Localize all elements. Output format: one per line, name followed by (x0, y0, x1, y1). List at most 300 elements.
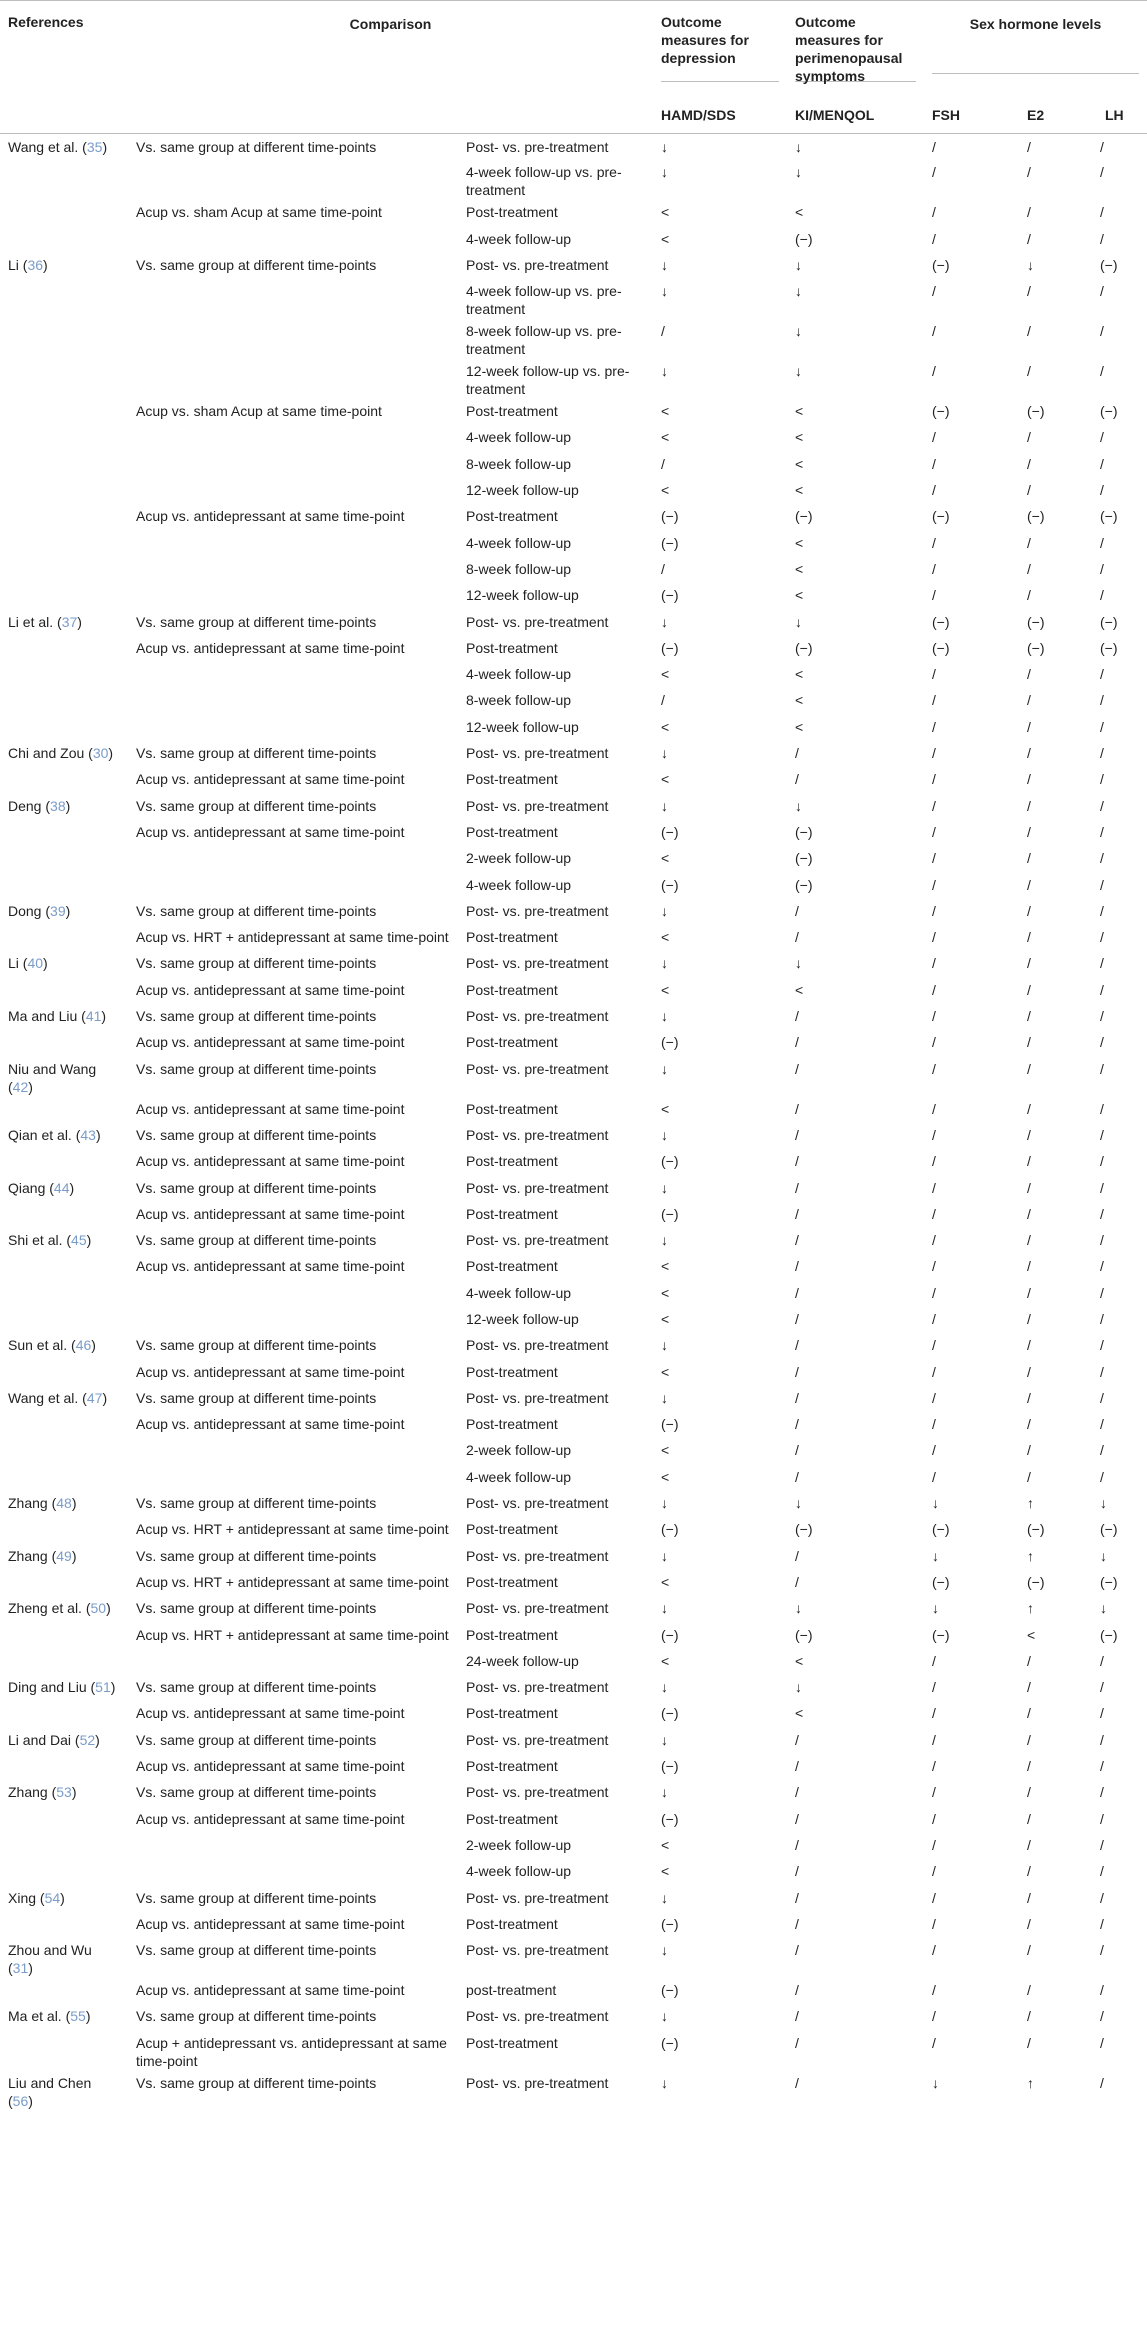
comparison-cell: Vs. same group at different time-points (136, 1179, 377, 1196)
reference-author: Li et al. ( (8, 613, 62, 630)
reference-author: Qiang ( (8, 1179, 54, 1196)
reference-author: Li and Dai ( (8, 1731, 80, 1748)
comparison-cell: Vs. same group at different time-points (136, 797, 377, 814)
comparison-cell (128, 358, 458, 398)
hamd-sds-cell: < (661, 666, 670, 683)
table-row (0, 1464, 1147, 1490)
hamd-sds-cell: ↓ (661, 902, 668, 919)
timepoint-cell: Post- vs. pre-treatment (466, 1679, 609, 1696)
reference-close-paren: ) (28, 2092, 33, 2109)
lh-cell: / (1100, 2034, 1104, 2051)
table-row (0, 2070, 1147, 2110)
hamd-sds-cell: ↓ (661, 138, 668, 155)
ki-menqol-cell: ↓ (795, 1679, 802, 1696)
reference-cell (0, 1806, 128, 1832)
reference-cell (0, 1029, 128, 1055)
hamd-sds-cell: ↓ (661, 1600, 668, 1617)
fsh-cell: ↓ (932, 1547, 939, 1564)
ki-menqol-cell: / (795, 1205, 799, 1222)
hamd-sds-cell: < (661, 1652, 670, 1669)
hamd-sds-cell: < (661, 771, 670, 788)
lh-cell: / (1100, 666, 1104, 683)
ki-menqol-cell: / (795, 1889, 799, 1906)
ki-menqol-cell: (−) (795, 1521, 813, 1538)
reference-author: Wang et al. ( (8, 138, 87, 155)
reference-number-link[interactable]: 46 (75, 1337, 92, 1354)
table-row (0, 1622, 1147, 1648)
e2-cell: / (1027, 1836, 1031, 1853)
timepoint-cell: Post-treatment (466, 929, 558, 946)
ki-menqol-cell: / (795, 902, 799, 919)
hamd-sds-cell: ↓ (661, 613, 668, 630)
comparison-cell (128, 661, 458, 687)
timepoint-cell: Post- vs. pre-treatment (466, 1600, 609, 1617)
reference-author: Dong ( (8, 902, 51, 919)
fsh-cell: / (932, 1442, 936, 1459)
hamd-sds-cell: (−) (661, 639, 679, 656)
reference-number-link[interactable]: 38 (50, 797, 66, 814)
ki-menqol-cell: < (795, 1652, 804, 1669)
comparison-cell: Vs. same group at different time-points (136, 745, 377, 762)
comparison-cell: Vs. same group at different time-points (136, 613, 377, 630)
table-row (0, 1858, 1147, 1884)
ki-menqol-cell: < (795, 204, 804, 221)
table-row (0, 2030, 1147, 2070)
timepoint-cell: Post- vs. pre-treatment (466, 1547, 609, 1564)
fsh-cell: / (932, 1008, 936, 1025)
fsh-cell: (−) (932, 639, 950, 656)
table-row (0, 609, 1147, 635)
timepoint-cell: 12-week follow-up (466, 1310, 579, 1327)
reference-cell (0, 477, 128, 503)
e2-cell: / (1027, 1889, 1031, 1906)
table-row (0, 318, 1147, 358)
table-row (0, 687, 1147, 713)
hamd-sds-cell: / (661, 323, 665, 340)
reference-number-link[interactable]: 36 (27, 256, 44, 273)
table-row (0, 1779, 1147, 1805)
table-row (0, 199, 1147, 225)
reference-close-paren: ) (106, 1600, 111, 1617)
comparison-cell (128, 1858, 458, 1884)
lh-cell: / (1100, 455, 1104, 472)
fsh-cell: / (932, 1100, 936, 1117)
lh-cell: / (1100, 1836, 1104, 1853)
ki-menqol-cell: / (795, 1179, 799, 1196)
comparison-cell: Acup vs. antidepressant at same time-point (136, 1915, 405, 1932)
lh-cell: / (1100, 1889, 1104, 1906)
ki-menqol-cell: < (795, 718, 804, 735)
comparison-cell: Vs. same group at different time-points (136, 902, 377, 919)
reference-number-link[interactable]: 45 (71, 1232, 87, 1249)
e2-cell: (−) (1027, 508, 1045, 525)
fsh-cell: ↓ (932, 1495, 939, 1512)
table-row (0, 819, 1147, 845)
fsh-cell: / (932, 1836, 936, 1853)
hamd-sds-cell: < (661, 403, 670, 420)
comparison-cell: Vs. same group at different time-points (136, 955, 377, 972)
e2-cell: / (1027, 323, 1031, 340)
timepoint-cell: Post- vs. pre-treatment (466, 1731, 609, 1748)
e2-cell: / (1027, 482, 1031, 499)
hamd-sds-cell: / (661, 455, 665, 472)
ki-menqol-cell: / (795, 1363, 799, 1380)
reference-number-link[interactable]: 55 (70, 2008, 86, 2025)
fsh-cell: / (932, 1679, 936, 1696)
comparison-cell: Acup vs. HRT + antidepressant at same time-point (136, 929, 449, 946)
lh-cell: / (1100, 718, 1104, 735)
fsh-cell: / (932, 164, 936, 181)
reference-number-link[interactable]: 31 (12, 1960, 29, 1977)
fsh-cell: / (932, 230, 936, 247)
fsh-cell: / (932, 1284, 936, 1301)
header-fsh: FSH (924, 97, 1019, 134)
table-row (0, 1306, 1147, 1332)
lh-cell: (−) (1100, 403, 1118, 420)
reference-close-paren: ) (71, 1495, 77, 1512)
lh-cell: / (1100, 1915, 1104, 1932)
hamd-sds-cell: < (661, 1258, 670, 1275)
reference-cell (0, 530, 128, 556)
fsh-cell: / (932, 2034, 936, 2051)
hamd-sds-cell: ↓ (661, 1232, 668, 1249)
e2-cell: (−) (1027, 403, 1045, 420)
hamd-sds-cell: ↓ (661, 1889, 668, 1906)
reference-number-link[interactable]: 51 (95, 1679, 111, 1696)
ki-menqol-cell: / (795, 1416, 799, 1433)
reference-close-paren: ) (91, 1337, 96, 1354)
timepoint-cell: 4-week follow-up (466, 1284, 572, 1301)
comparison-cell: Vs. same group at different time-points (136, 256, 377, 273)
e2-cell: / (1027, 1100, 1031, 1117)
comparison-cell: Vs. same group at different time-points (136, 1008, 377, 1025)
comparison-cell: Acup vs. antidepressant at same time-point (136, 508, 405, 525)
reference-number-link[interactable]: 41 (85, 1008, 102, 1025)
reference-number-link[interactable]: 40 (27, 955, 44, 972)
e2-cell: / (1027, 1060, 1031, 1077)
table-row (0, 635, 1147, 661)
ki-menqol-cell: ↓ (795, 256, 802, 273)
reference-number-link[interactable]: 48 (56, 1495, 72, 1512)
fsh-cell: / (932, 1982, 936, 1999)
reference-number-link[interactable]: 49 (56, 1547, 72, 1564)
hamd-sds-cell: (−) (661, 823, 679, 840)
reference-number-link[interactable]: 35 (86, 138, 103, 155)
ki-menqol-cell: / (795, 2008, 799, 2025)
ki-menqol-cell: < (795, 455, 804, 472)
reference-cell (0, 1779, 128, 1805)
ki-menqol-cell: / (795, 1547, 799, 1564)
timepoint-cell: Post- vs. pre-treatment (466, 256, 609, 273)
timepoint-cell: Post-treatment (466, 508, 558, 525)
ki-menqol-cell: < (795, 560, 804, 577)
e2-cell: / (1027, 1442, 1031, 1459)
hamd-sds-cell: < (661, 1836, 670, 1853)
reference-cell (0, 924, 128, 950)
ki-menqol-cell: (−) (795, 1626, 813, 1643)
lh-cell: ↓ (1100, 1600, 1107, 1617)
comparison-cell: Acup vs. antidepressant at same time-point (136, 1100, 405, 1117)
fsh-cell: (−) (932, 1521, 950, 1538)
table-row (0, 1437, 1147, 1463)
timepoint-cell: Post-treatment (466, 204, 558, 221)
lh-cell: / (1100, 850, 1104, 867)
e2-cell: / (1027, 1652, 1031, 1669)
comparison-cell: Acup vs. antidepressant at same time-point (136, 1363, 405, 1380)
reference-cell (0, 318, 128, 358)
e2-cell: / (1027, 1863, 1031, 1880)
table-row (0, 278, 1147, 318)
reference-close-paren: ) (110, 1679, 116, 1696)
fsh-cell: / (932, 1468, 936, 1485)
e2-cell: / (1027, 283, 1031, 300)
reference-cell (0, 1227, 128, 1253)
reference-cell (0, 1885, 128, 1911)
fsh-cell: / (932, 929, 936, 946)
timepoint-cell: Post- vs. pre-treatment (466, 2008, 609, 2025)
table-row (0, 1003, 1147, 1029)
table-row (0, 582, 1147, 608)
comparison-cell: Acup vs. antidepressant at same time-point (136, 639, 405, 656)
fsh-cell: / (932, 797, 936, 814)
e2-cell: / (1027, 1310, 1031, 1327)
header-e2: E2 (1019, 97, 1097, 134)
lh-cell: / (1100, 1389, 1104, 1406)
reference-cell (0, 635, 128, 661)
reference-cell (0, 2003, 128, 2029)
reference-author: Xing ( (8, 1889, 45, 1906)
lh-cell: / (1100, 1942, 1104, 1959)
fsh-cell: / (932, 1652, 936, 1669)
e2-cell: / (1027, 850, 1031, 867)
fsh-cell: / (932, 204, 936, 221)
lh-cell: / (1100, 138, 1104, 155)
hamd-sds-cell: (−) (661, 1915, 679, 1932)
ki-menqol-cell: / (795, 1258, 799, 1275)
comparison-cell (128, 687, 458, 713)
e2-cell: (−) (1027, 613, 1045, 630)
timepoint-cell: Post-treatment (466, 823, 558, 840)
reference-cell (0, 766, 128, 792)
fsh-cell: / (932, 823, 936, 840)
comparison-cell: Acup vs. antidepressant at same time-point (136, 1810, 405, 1827)
timepoint-cell: post-treatment (466, 1982, 557, 1999)
hamd-sds-cell: (−) (661, 508, 679, 525)
reference-number-link[interactable]: 42 (12, 1078, 29, 1095)
lh-cell: / (1100, 1784, 1104, 1801)
reference-cell (0, 159, 128, 199)
fsh-cell: / (932, 429, 936, 446)
reference-cell (0, 226, 128, 252)
ki-menqol-cell: / (795, 1100, 799, 1117)
lh-cell: / (1100, 1284, 1104, 1301)
timepoint-cell: 12-week follow-up (466, 718, 579, 735)
ki-menqol-cell: ↓ (795, 164, 802, 181)
timepoint-cell: 8-week follow-up (466, 692, 572, 709)
comparison-cell: Vs. same group at different time-points (136, 1495, 377, 1512)
timepoint-cell: 8-week follow-up vs. pre-treatment (466, 323, 622, 358)
table-row (0, 1122, 1147, 1148)
table-row (0, 1411, 1147, 1437)
fsh-cell: / (932, 771, 936, 788)
reference-cell (0, 1543, 128, 1569)
fsh-cell: / (932, 1205, 936, 1222)
e2-cell: (−) (1027, 1573, 1045, 1590)
hamd-sds-cell: (−) (661, 1034, 679, 1051)
reference-author: Zheng et al. ( (8, 1600, 91, 1617)
reference-cell (0, 1858, 128, 1884)
ki-menqol-cell: / (795, 1758, 799, 1775)
comparison-cell (128, 1832, 458, 1858)
lh-cell: / (1100, 1468, 1104, 1485)
e2-cell: / (1027, 164, 1031, 181)
ki-menqol-cell: < (795, 534, 804, 551)
reference-close-paren: ) (108, 745, 114, 762)
hamd-sds-cell: (−) (661, 1153, 679, 1170)
hamd-sds-cell: (−) (661, 1982, 679, 1999)
lh-cell: / (1100, 1442, 1104, 1459)
timepoint-cell: 4-week follow-up vs. pre-treatment (466, 164, 622, 199)
lh-cell: / (1100, 1008, 1104, 1025)
comparison-cell (128, 424, 458, 450)
e2-cell: / (1027, 1784, 1031, 1801)
reference-cell (0, 1464, 128, 1490)
timepoint-cell: Post-treatment (466, 1626, 558, 1643)
reference-number-link[interactable]: 56 (12, 2092, 29, 2109)
reference-cell (0, 1516, 128, 1542)
fsh-cell: ↓ (932, 2074, 939, 2091)
comparison-cell: Vs. same group at different time-points (136, 1337, 377, 1354)
reference-number-link[interactable]: 50 (90, 1600, 107, 1617)
table-row (0, 1148, 1147, 1174)
fsh-cell: (−) (932, 1626, 950, 1643)
ki-menqol-cell: ↓ (795, 1495, 802, 1512)
lh-cell: (−) (1100, 508, 1118, 525)
hamd-sds-cell: < (661, 981, 670, 998)
fsh-cell: / (932, 666, 936, 683)
ki-menqol-cell: / (795, 1915, 799, 1932)
e2-cell: / (1027, 929, 1031, 946)
table-row (0, 977, 1147, 1003)
lh-cell: / (1100, 745, 1104, 762)
fsh-cell: / (932, 981, 936, 998)
comparison-cell: Acup vs. antidepressant at same time-point (136, 1205, 405, 1222)
reference-number-link[interactable]: 39 (50, 902, 66, 919)
ki-menqol-cell: / (795, 745, 799, 762)
e2-cell: / (1027, 230, 1031, 247)
timepoint-cell: Post- vs. pre-treatment (466, 1889, 609, 1906)
table-row (0, 1332, 1147, 1358)
timepoint-cell: 12-week follow-up (466, 587, 579, 604)
fsh-cell: / (932, 692, 936, 709)
reference-cell (0, 424, 128, 450)
timepoint-cell: Post- vs. pre-treatment (466, 1389, 609, 1406)
timepoint-cell: 24-week follow-up (466, 1652, 579, 1669)
e2-cell: / (1027, 1982, 1031, 1999)
reference-number-link[interactable]: 53 (56, 1784, 72, 1801)
comparison-cell: Vs. same group at different time-points (136, 1784, 377, 1801)
e2-cell: / (1027, 1232, 1031, 1249)
e2-cell: (−) (1027, 1521, 1045, 1538)
e2-cell: / (1027, 797, 1031, 814)
reference-number-link[interactable]: 37 (61, 613, 78, 630)
reference-number-link[interactable]: 44 (53, 1179, 70, 1196)
hamd-sds-cell: < (661, 429, 670, 446)
ki-menqol-cell: (−) (795, 639, 813, 656)
comparison-cell: Vs. same group at different time-points (136, 1679, 377, 1696)
table-row (0, 1253, 1147, 1279)
hamd-sds-cell: ↓ (661, 283, 668, 300)
reference-cell (0, 1911, 128, 1937)
reference-number-link[interactable]: 47 (86, 1389, 103, 1406)
reference-cell (0, 1003, 128, 1029)
ki-menqol-cell: / (795, 1836, 799, 1853)
e2-cell: / (1027, 692, 1031, 709)
table-row (0, 1727, 1147, 1753)
reference-number-link[interactable]: 43 (80, 1126, 96, 1143)
ki-menqol-cell: / (795, 1942, 799, 1959)
reference-cell (0, 1096, 128, 1122)
reference-number-link[interactable]: 30 (92, 745, 109, 762)
e2-cell: / (1027, 1258, 1031, 1275)
comparison-cell (128, 278, 458, 318)
comparison-cell (128, 159, 458, 199)
fsh-cell: (−) (932, 508, 950, 525)
comparison-cell: Acup vs. HRT + antidepressant at same time-point (136, 1626, 449, 1643)
fsh-cell: / (932, 1810, 936, 1827)
header-outcome-perimenopausal (787, 1, 924, 97)
reference-author: Qian et al. ( (8, 1126, 81, 1143)
table-row (0, 1937, 1147, 1977)
hamd-sds-cell: ↓ (661, 1008, 668, 1025)
fsh-cell: / (932, 323, 936, 340)
comparison-cell: Vs. same group at different time-points (136, 1060, 377, 1077)
table-row (0, 1832, 1147, 1858)
e2-cell: / (1027, 1179, 1031, 1196)
lh-cell: / (1100, 587, 1104, 604)
fsh-cell: / (932, 1337, 936, 1354)
timepoint-cell: Post-treatment (466, 771, 558, 788)
fsh-cell: / (932, 1784, 936, 1801)
reference-cell (0, 845, 128, 871)
table-row (0, 1096, 1147, 1122)
reference-number-link[interactable]: 52 (79, 1731, 96, 1748)
hamd-sds-cell: < (661, 1363, 670, 1380)
fsh-cell: (−) (932, 256, 950, 273)
lh-cell: / (1100, 876, 1104, 893)
reference-number-link[interactable]: 54 (44, 1889, 61, 1906)
lh-cell: (−) (1100, 1573, 1118, 1590)
fsh-cell: / (932, 1310, 936, 1327)
e2-cell: / (1027, 876, 1031, 893)
ki-menqol-cell: < (795, 429, 804, 446)
reference-cell (0, 1727, 128, 1753)
reference-cell (0, 1056, 128, 1096)
hamd-sds-cell: ↓ (661, 1547, 668, 1564)
reference-author: Li ( (8, 256, 28, 273)
table-row (0, 556, 1147, 582)
reference-cell (0, 661, 128, 687)
hamd-sds-cell: (−) (661, 1521, 679, 1538)
fsh-cell: / (932, 955, 936, 972)
comparison-cell (128, 1464, 458, 1490)
fsh-cell: / (932, 1705, 936, 1722)
timepoint-cell: 12-week follow-up vs. pre-treatment (466, 363, 630, 398)
lh-cell: / (1100, 1310, 1104, 1327)
lh-cell: / (1100, 1258, 1104, 1275)
timepoint-cell: 4-week follow-up (466, 230, 572, 247)
reference-close-paren: ) (85, 2008, 91, 2025)
